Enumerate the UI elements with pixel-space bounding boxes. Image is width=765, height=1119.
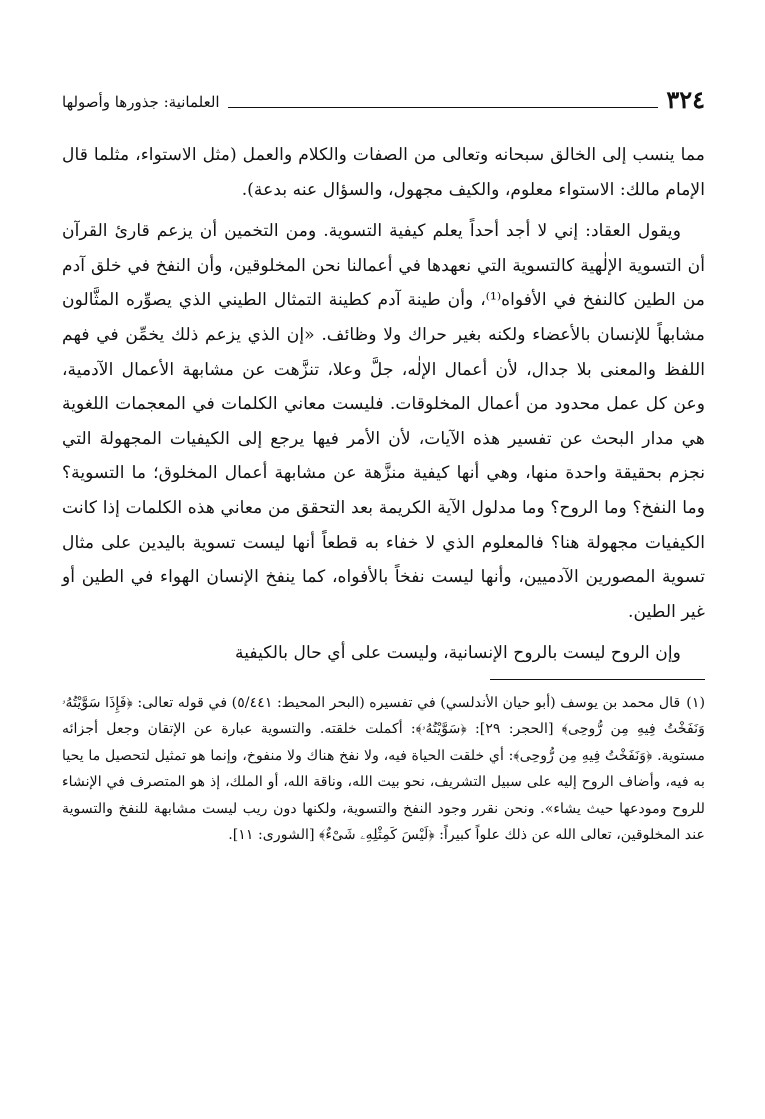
footnote <box>62 690 705 848</box>
running-header <box>62 80 705 112</box>
page-number: ٣٢٤ <box>666 85 705 114</box>
book-page <box>62 80 705 1099</box>
header-rule <box>228 107 659 108</box>
body-text <box>62 138 705 671</box>
running-title: العلمانية: جذورها وأصولها <box>62 93 220 111</box>
paragraph: ويقول العقاد: إني لا أجد أحداً يعلم كيفية التسوية. ومن التخمين أن يزعم قارئ القرآن أن التسوية الإلٰهية كالتسوية التي نعهدها في أعمالنا نحن المخلوقين، وأن النفخ في خلق آدم من الطين كالنفخ في الأفواه⁽¹⁾، وأن طينة آدم كطينة التمثال الطيني الذي يصوِّره المثَّالون مشابهاً للإنسان بالأعضاء ولكنه بغير حراك ولا وظائف. «إن الذي يزعم ذلك يخمِّن في فهم اللفظ والمعنى بلا جدال، لأن أعمال الإلٰه، جلَّ وعلا، تنزَّهت عن مشابهة الأعمال الآدمية، وعن كل عمل محدود من أعمال المخلوقات. فليست معاني الكلمات في المعجمات اللغوية هي مدار البحث عن تفسير هذه الآيات، لأن الأمر فيها يرجع إلى الكيفيات المجهولة التي نجزم بحقيقة واحدة منها، وهي أنها كيفية منزَّهة عن مشابهة أعمال المخلوق؛ ما التسوية؟ وما النفخ؟ وما الروح؟ وما مدلول الآية الكريمة بعد التحقق من معاني هذه الكلمات إذا كانت الكيفيات مجهولة هنا؟ فالمعلوم الذي لا خفاء به قطعاً أنها ليست تسوية باليدين على مثال تسوية المصورين الآدميين، وأنها ليست نفخاً بالأفواه، كما ينفخ الإنسان الهواء في الطين أو غير الطين. <box>62 221 706 622</box>
footnote-text: قال محمد بن يوسف (أبو حيان الأندلسي) في تفسيره (البحر المحيط: ٥/٤٤١) في قوله تعالى: ﴿فَإِذَا سَوَّيْتُهُۥ وَنَفَخْتُ فِيهِ مِن رُّوحِى﴾ [الحجر: ٢٩]: ﴿سَوَّيْتُهُۥ﴾: أكملت خلقته. والتسوية عبارة عن الإتقان وجعل أجزائه مستوية. ﴿وَنَفَخْتُ فِيهِ مِن رُّوحِى﴾: أي خلقت الحياة فيه، ولا نفخ هناك ولا منفوخ، وإنما هو تمثيل لتحصيل ما يحيا به فيه، وأضاف الروح إليه على سبيل التشريف، نحو بيت الله، وناقة الله، أو الملك، إذ هو المتصرف في الإنشاء للروح ومودعها حيث يشاء». ونحن نقرر وجود النفخ والتسوية، ولكنها دون ريب ليست مشابهة للنفخ والتسوية عند المخلوقين، تعالى الله عن ذلك علواً كبيراً: ﴿لَيْسَ كَمِثْلِهِۦ شَىْءٌ﴾ [الشورى: ١١]. <box>62 694 705 843</box>
footnote-marker: (١) <box>686 694 706 711</box>
paragraph: وإن الروح ليست بالروح الإنسانية، وليست على أي حال بالكيفية <box>234 643 681 664</box>
paragraph: مما ينسب إلى الخالق سبحانه وتعالى من الصفات والكلام والعمل (مثل الاستواء، مثلما قال الإمام مالك: الاستواء معلوم، والكيف مجهول، والسؤال عنه بدعة). <box>62 145 705 200</box>
footnote-separator <box>490 679 705 680</box>
